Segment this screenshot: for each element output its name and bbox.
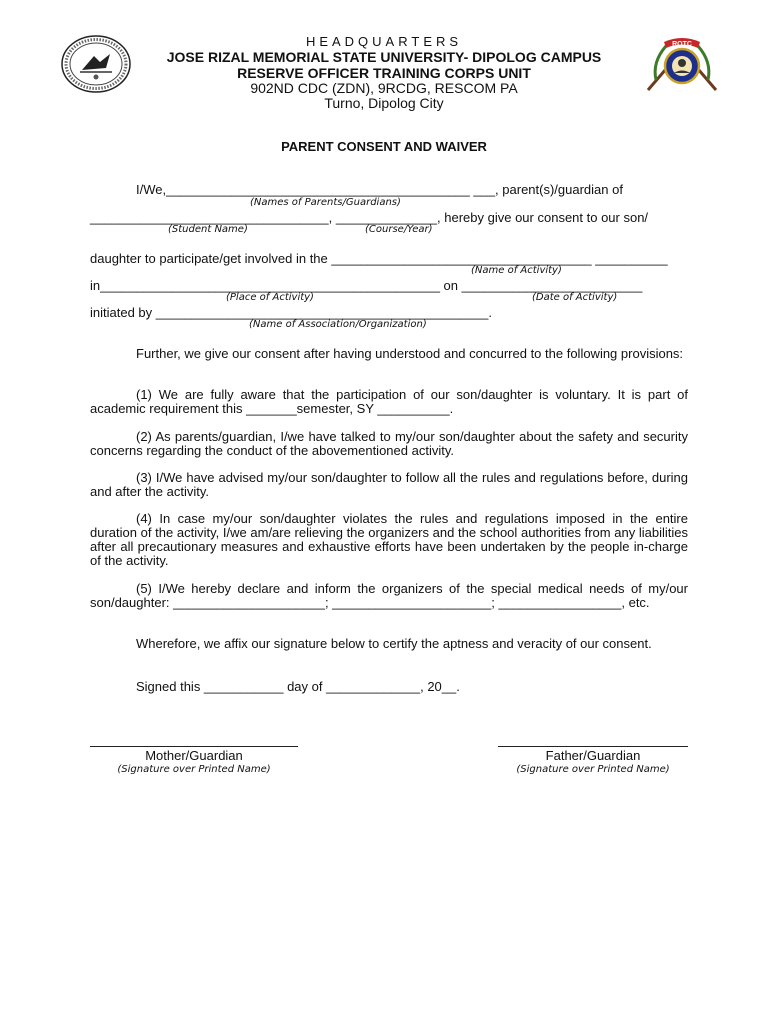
provision-4: (4) In case my/our son/daughter violates the rules and regulations imposed in the entire duration of the activity, I/we am/are relieving the organizers and the school authorities from any liabilities after all precautionary measures and exhaustive efforts have been undertaken by the people in-charge of the activity. <box>90 511 688 568</box>
letterhead <box>0 34 768 111</box>
parents-caption: (Names of Parents/Guardians) <box>250 197 401 208</box>
father-signature-caption: (Signature over Printed Name) <box>516 764 670 775</box>
address-line-2: Turno, Dipolog City <box>324 95 444 111</box>
date-caption: (Date of Activity) <box>532 292 618 303</box>
paragraph-wherefore: Wherefore, we affix our signature below to certify the aptness and veracity of our consent. <box>136 636 652 651</box>
headquarters-label: HEADQUARTERS <box>305 34 463 49</box>
association-line: initiated by ______________________________________________. <box>90 305 492 320</box>
place-caption: (Place of Activity) <box>226 292 314 303</box>
association-caption: (Name of Association/Organization) <box>249 319 427 330</box>
paragraph-further: Further, we give our consent after having understood and concurred to the following provisions: <box>136 346 684 361</box>
parents-line: I/We,__________________________________________ ___, parent(s)/guardian of <box>136 182 623 197</box>
university-name: JOSE RIZAL MEMORIAL STATE UNIVERSITY- DIPOLOG CAMPUS <box>166 49 602 65</box>
student-caption: (Student Name) <box>168 224 248 235</box>
father-signature-line <box>498 746 688 747</box>
mother-label: Mother/Guardian <box>145 748 243 763</box>
provision-1: (1) We are fully aware that the participation of our son/daughter is voluntary. It is part of academic requirement this _______semester, SY __________. <box>90 387 688 416</box>
unit-name: RESERVE OFFICER TRAINING CORPS UNIT <box>237 65 531 81</box>
page-title: PARENT CONSENT AND WAIVER <box>281 139 487 154</box>
address-line-1: 902ND CDC (ZDN), 9RCDG, RESCOM PA <box>250 80 518 96</box>
place-date-line: in_______________________________________________ on _________________________ <box>90 278 643 293</box>
activity-line: daughter to participate/get involved in the ____________________________________ __________ <box>90 251 668 266</box>
provision-2: (2) As parents/guardian, I/we have talked to my/our son/daughter about the safety and security concerns regarding the conduct of the abovementioned activity. <box>90 429 688 458</box>
mother-signature-caption: (Signature over Printed Name) <box>117 764 271 775</box>
activity-caption: (Name of Activity) <box>471 265 562 276</box>
mother-signature-line <box>90 746 298 747</box>
course-caption: (Course/Year) <box>365 224 433 235</box>
rotc-logo-text: ROTC <box>672 41 692 48</box>
provision-5: (5) I/We hereby declare and inform the organizers of the special medical needs of my/our son/daughter: _____________________; ______________________; _________________, etc. <box>90 581 688 610</box>
father-label: Father/Guardian <box>545 748 641 763</box>
signed-date-line: Signed this ___________ day of _____________, 20__. <box>136 679 460 694</box>
provision-3: (3) I/We have advised my/our son/daughter to follow all the rules and regulations before, during and after the activity. <box>90 470 688 499</box>
student-line: _________________________________, ______________, hereby give our consent to our son/ <box>90 210 649 225</box>
